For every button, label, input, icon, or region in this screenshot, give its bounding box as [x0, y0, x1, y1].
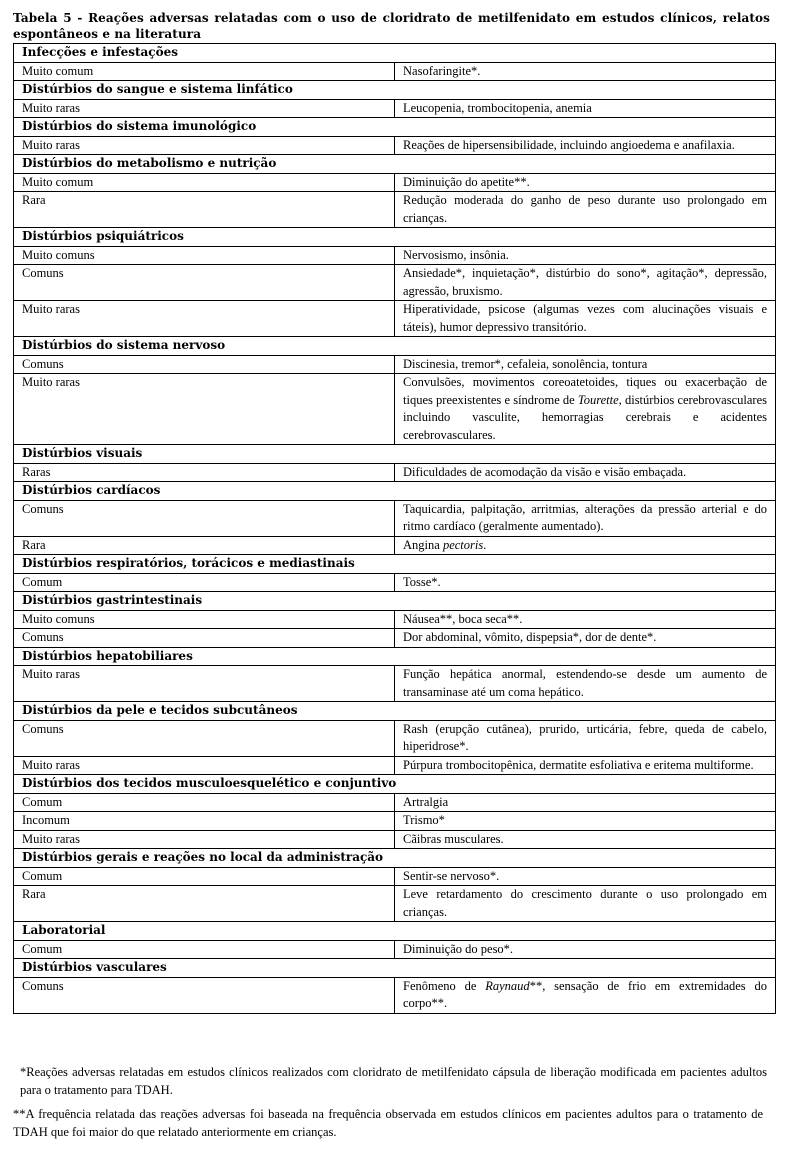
frequency-cell: Muito raras	[14, 830, 395, 849]
table-row	[14, 265, 776, 301]
frequency-cell: Comuns	[14, 355, 395, 374]
frequency-cell: Muito raras	[14, 301, 395, 337]
category-row	[14, 922, 776, 941]
reaction-cell: Reações de hipersensibilidade, incluindo angioedema e anafilaxia.	[395, 136, 776, 155]
reaction-cell: Náusea**, boca seca**.	[395, 610, 776, 629]
frequency-cell: Comum	[14, 867, 395, 886]
category-row	[14, 592, 776, 611]
table-row	[14, 500, 776, 536]
category-label: Distúrbios gerais e reações no local da administração	[14, 849, 776, 868]
category-row	[14, 775, 776, 794]
table-row	[14, 756, 776, 775]
table-row	[14, 573, 776, 592]
table-row	[14, 99, 776, 118]
table-row	[14, 374, 776, 445]
category-label: Distúrbios dos tecidos musculoesquelético e conjuntivo	[14, 775, 776, 794]
frequency-cell: Comuns	[14, 265, 395, 301]
table-row	[14, 886, 776, 922]
frequency-cell: Rara	[14, 536, 395, 555]
category-label: Distúrbios vasculares	[14, 959, 776, 978]
table-row	[14, 62, 776, 81]
reaction-text: .	[483, 537, 487, 552]
reaction-cell: Ansiedade*, inquietação*, distúrbio do sono*, agitação*, depressão, agressão, bruxismo.	[395, 265, 776, 301]
category-label: Distúrbios gastrintestinais	[14, 592, 776, 611]
reaction-cell: Redução moderada do ganho de peso durante uso prolongado em crianças.	[395, 192, 776, 228]
category-row	[14, 482, 776, 501]
reaction-cell: Diminuição do apetite**.	[395, 173, 776, 192]
category-row	[14, 81, 776, 100]
category-label: Laboratorial	[14, 922, 776, 941]
category-label: Distúrbios do sistema nervoso	[14, 337, 776, 356]
frequency-cell: Muito comuns	[14, 610, 395, 629]
frequency-cell: Raras	[14, 463, 395, 482]
italic-term: Raynaud	[485, 978, 530, 993]
reaction-cell: Taquicardia, palpitação, arritmias, alterações da pressão arterial e do ritmo cardíaco (geralmente aumentado).	[395, 500, 776, 536]
category-label: Distúrbios do sistema imunológico	[14, 118, 776, 137]
reaction-text: Fenômeno de	[403, 978, 486, 993]
frequency-cell: Comuns	[14, 720, 395, 756]
reaction-cell: Hiperatividade, psicose (algumas vezes com alucinações visuais e táteis), humor depressivo transitório.	[395, 301, 776, 337]
reaction-text: **, sensação de frio em extremidades do corpo**.	[403, 978, 767, 1010]
reaction-cell: Leucopenia, trombocitopenia, anemia	[395, 99, 776, 118]
reaction-cell: Diminuição do peso*.	[395, 940, 776, 959]
frequency-cell: Rara	[14, 886, 395, 922]
category-row	[14, 849, 776, 868]
table-row	[14, 301, 776, 337]
reaction-cell: Rash (erupção cutânea), prurido, urticária, febre, queda de cabelo, hiperidrose*.	[395, 720, 776, 756]
italic-term: Tourette	[577, 392, 619, 407]
table-row	[14, 355, 776, 374]
table-row	[14, 812, 776, 831]
reaction-text: Angina	[403, 537, 443, 552]
reaction-cell: Dor abdominal, vômito, dispepsia*, dor de dente*.	[395, 629, 776, 648]
reaction-cell: Nasofaringite*.	[395, 62, 776, 81]
table-row	[14, 629, 776, 648]
footnote-double-asterisk: **A frequência relatada das reações adversas foi baseada na frequência observada em estudos clínicos em pacientes adultos para o tratamento de TDAH que foi maior do que relatado anteriormente em crianças.	[13, 1107, 763, 1139]
category-label: Distúrbios psiquiátricos	[14, 228, 776, 247]
frequency-cell: Muito raras	[14, 99, 395, 118]
category-row	[14, 118, 776, 137]
table-row	[14, 136, 776, 155]
reaction-cell: Cãibras musculares.	[395, 830, 776, 849]
reaction-text: Convulsões, movimentos coreoatetoides, tiques ou exacerbação de tiques preexistentes e síndrome de	[403, 375, 767, 407]
table-title: Tabela 5 - Reações adversas relatadas com o uso de cloridrato de metilfenidato em estudos clínicos, relatos espontâneos e na literatura	[13, 11, 770, 41]
category-row	[14, 555, 776, 574]
table-row	[14, 463, 776, 482]
frequency-cell: Incomum	[14, 812, 395, 831]
table-row	[14, 830, 776, 849]
reaction-cell: Dificuldades de acomodação da visão e visão embaçada.	[395, 463, 776, 482]
category-row	[14, 44, 776, 63]
category-label: Distúrbios hepatobiliares	[14, 647, 776, 666]
reaction-cell	[395, 536, 776, 555]
adverse-reactions-table	[13, 43, 776, 1014]
category-label: Distúrbios da pele e tecidos subcutâneos	[14, 702, 776, 721]
italic-term: pectoris	[442, 537, 484, 552]
frequency-cell: Comuns	[14, 500, 395, 536]
category-row	[14, 155, 776, 174]
table-row	[14, 867, 776, 886]
frequency-cell: Muito comum	[14, 173, 395, 192]
reaction-cell: Púrpura trombocitopênica, dermatite esfoliativa e eritema multiforme.	[395, 756, 776, 775]
category-label: Infecções e infestações	[14, 44, 776, 63]
frequency-cell: Rara	[14, 192, 395, 228]
frequency-cell: Muito raras	[14, 666, 395, 702]
table-row	[14, 720, 776, 756]
frequency-cell: Comuns	[14, 977, 395, 1013]
category-label: Distúrbios do metabolismo e nutrição	[14, 155, 776, 174]
category-label: Distúrbios cardíacos	[14, 482, 776, 501]
reaction-cell	[395, 374, 776, 445]
frequency-cell: Muito comuns	[14, 246, 395, 265]
frequency-cell: Comum	[14, 940, 395, 959]
table-row	[14, 536, 776, 555]
frequency-cell: Muito raras	[14, 374, 395, 445]
frequency-cell: Comum	[14, 793, 395, 812]
reaction-cell: Função hepática anormal, estendendo-se desde um aumento de transaminase até um coma hepático.	[395, 666, 776, 702]
reaction-cell: Leve retardamento do crescimento durante o uso prolongado em crianças.	[395, 886, 776, 922]
table-row	[14, 940, 776, 959]
frequency-cell: Muito raras	[14, 756, 395, 775]
table-row	[14, 246, 776, 265]
table-row	[14, 173, 776, 192]
reaction-cell: Sentir-se nervoso*.	[395, 867, 776, 886]
frequency-cell: Muito raras	[14, 136, 395, 155]
category-row	[14, 337, 776, 356]
table-row	[14, 610, 776, 629]
category-row	[14, 959, 776, 978]
reaction-cell: Discinesia, tremor*, cefaleia, sonolência, tontura	[395, 355, 776, 374]
reaction-text: , distúrbios cerebrovasculares incluindo vasculite, hemorragias cerebrais e acidentes cerebrovasculares.	[403, 392, 767, 442]
table-row	[14, 666, 776, 702]
reaction-cell: Artralgia	[395, 793, 776, 812]
reaction-cell: Trismo*	[395, 812, 776, 831]
category-row	[14, 702, 776, 721]
category-label: Distúrbios visuais	[14, 445, 776, 464]
footnote-single-asterisk: *Reações adversas relatadas em estudos clínicos realizados com cloridrato de metilfenidato cápsula de liberação modificada em pacientes adultos para o tratamento para TDAH.	[20, 1065, 767, 1097]
category-label: Distúrbios do sangue e sistema linfático	[14, 81, 776, 100]
frequency-cell: Muito comum	[14, 62, 395, 81]
category-label: Distúrbios respiratórios, torácicos e mediastinais	[14, 555, 776, 574]
frequency-cell: Comum	[14, 573, 395, 592]
category-row	[14, 647, 776, 666]
category-row	[14, 445, 776, 464]
frequency-cell: Comuns	[14, 629, 395, 648]
table-row	[14, 793, 776, 812]
table-row	[14, 192, 776, 228]
category-row	[14, 228, 776, 247]
reaction-cell	[395, 977, 776, 1013]
reaction-cell: Tosse*.	[395, 573, 776, 592]
table-body	[14, 44, 776, 1014]
reaction-cell: Nervosismo, insônia.	[395, 246, 776, 265]
table-row	[14, 977, 776, 1013]
